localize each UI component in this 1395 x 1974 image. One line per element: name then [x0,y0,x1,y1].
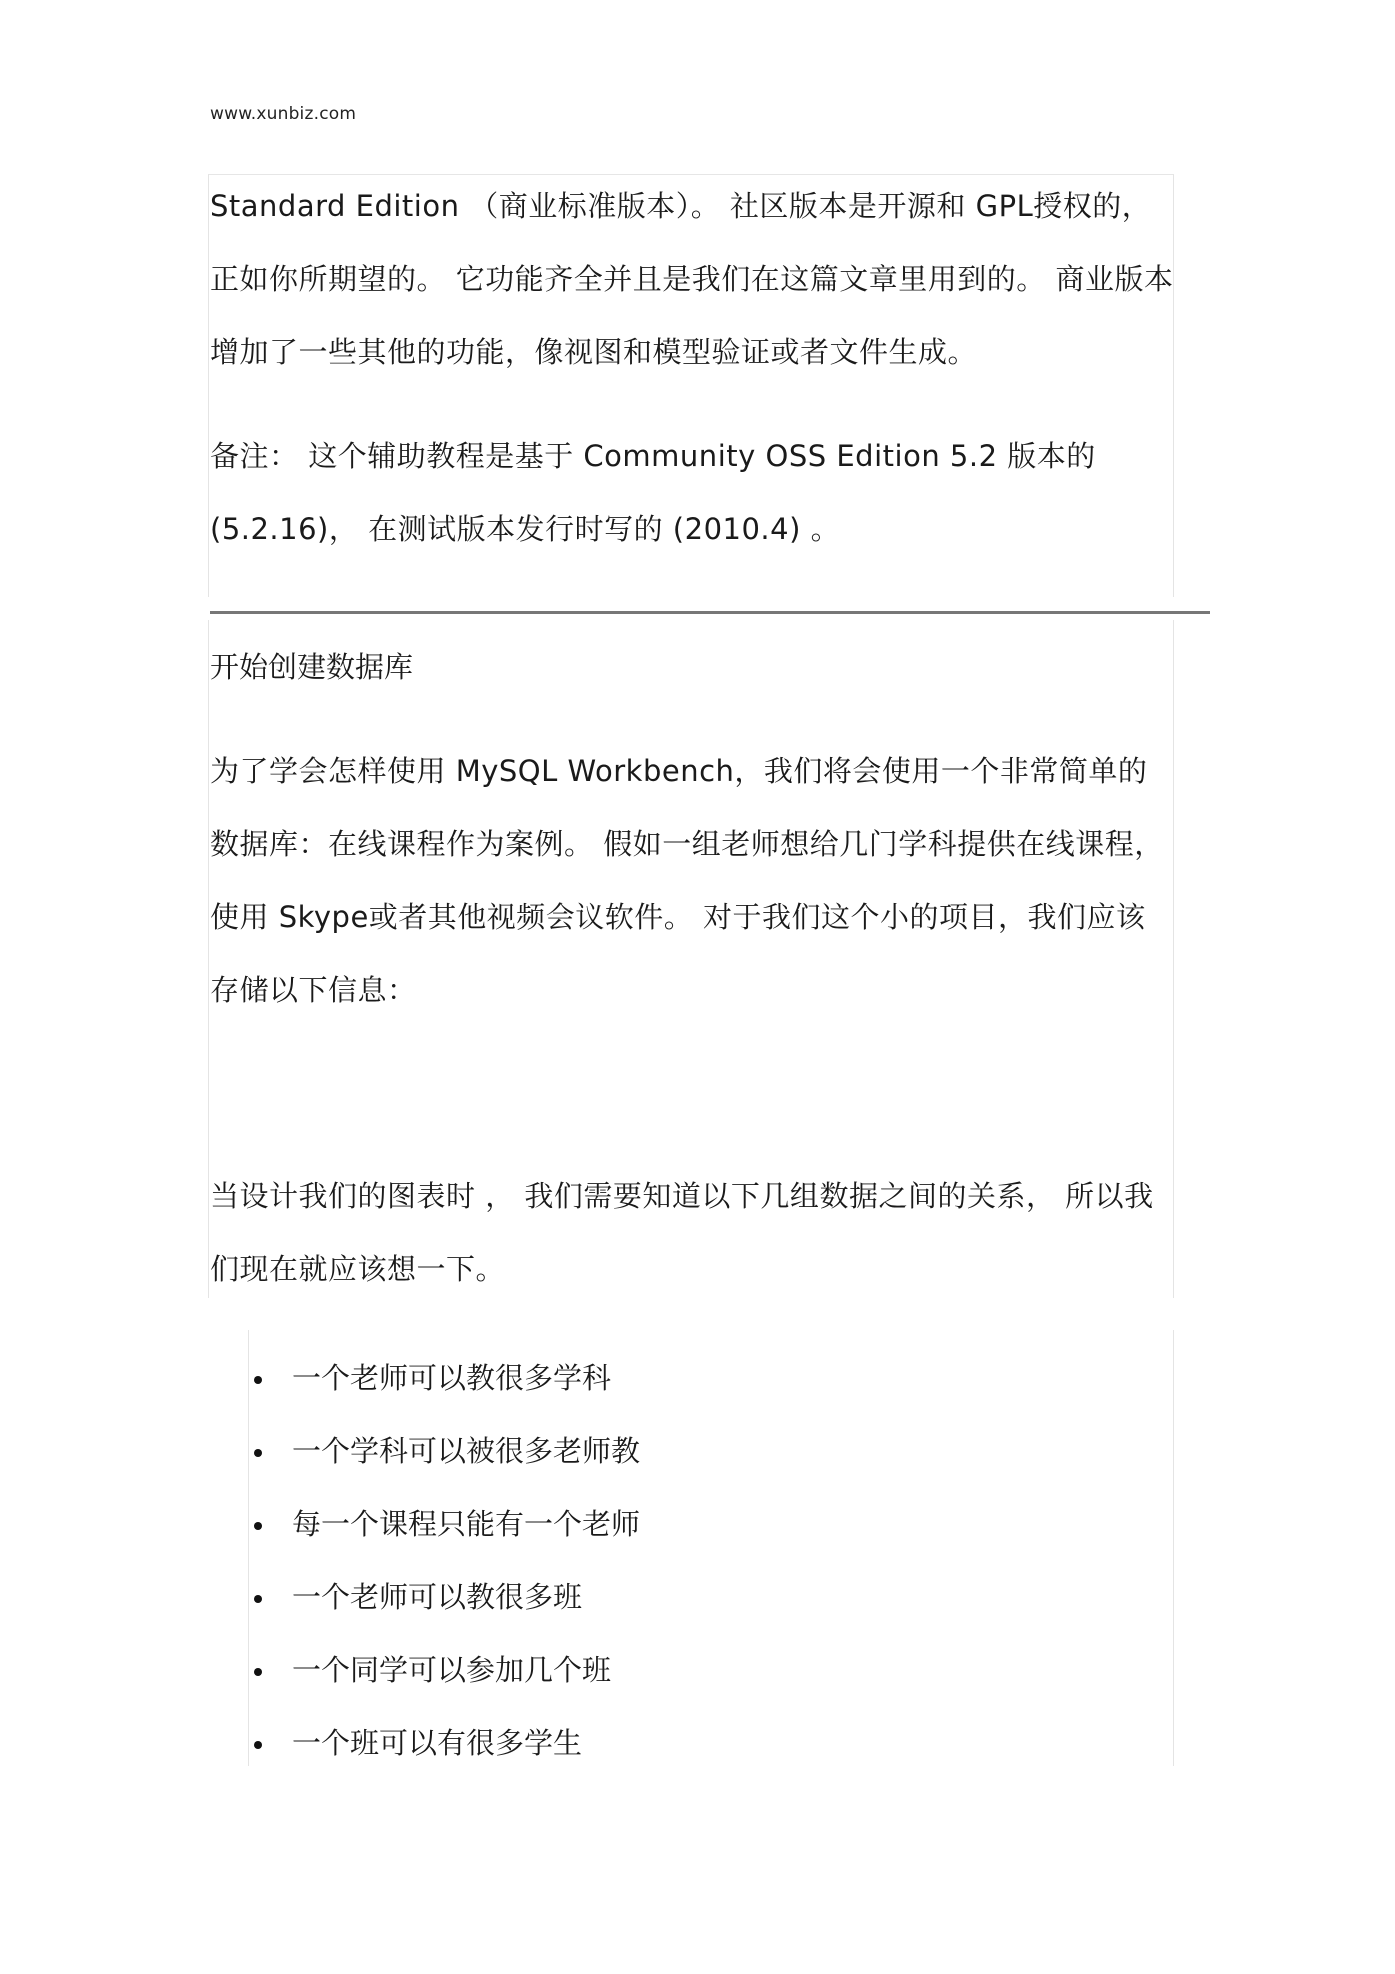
list-item-text: 一个同学可以参加几个班 [292,1653,612,1687]
list-item-text: 每一个课程只能有一个老师 [292,1507,641,1541]
bullet-icon [254,1741,262,1749]
list-item [250,1634,640,1707]
site-url: www.xunbiz.com [210,104,357,124]
list-item [250,1415,640,1488]
bullet-icon [254,1668,262,1676]
bullet-icon [254,1595,262,1603]
bullet-icon [254,1449,262,1457]
section-heading: 开始创建数据库 [210,650,414,684]
list-item-text: 一个老师可以教很多班 [292,1580,583,1614]
note-paragraph: 备注： 这个辅助教程是基于 Community OSS Edition 5.2 版本的 (5.2.16)， 在测试版本发行时写的 (2010.4) 。 [210,439,1096,546]
intro-paragraph: 为了学会怎样使用 MySQL Workbench，我们将会使用一个非常简单的数据库：在线课程作为案例。 假如一组老师想给几门学科提供在线课程，使用 Skype或者其他视频会议软件。 对于我们这个小的项目，我们应该存储以下信息： [210,754,1164,1007]
list-item-text: 一个老师可以教很多学科 [292,1361,612,1395]
design-paragraph: 当设计我们的图表时 ， 我们需要知道以下几组数据之间的关系， 所以我们现在就应该想一下。 [210,1179,1154,1286]
list-item [250,1342,640,1415]
section-divider [210,611,1210,614]
bullet-icon [254,1376,262,1384]
list-item [250,1561,640,1634]
relations-list [250,1342,640,1780]
list-item [250,1488,640,1561]
list-item [250,1707,640,1780]
list-item-text: 一个班可以有很多学生 [292,1726,583,1760]
edition-paragraph: Standard Edition （商业标准版本）。 社区版本是开源和 GPL授权的，正如你所期望的。 它功能齐全并且是我们在这篇文章里用到的。 商业版本增加了一些其他的功能，像视图和模型验证或者文件生成。 [210,189,1174,369]
list-item-text: 一个学科可以被很多老师教 [292,1434,641,1468]
bullet-icon [254,1522,262,1530]
